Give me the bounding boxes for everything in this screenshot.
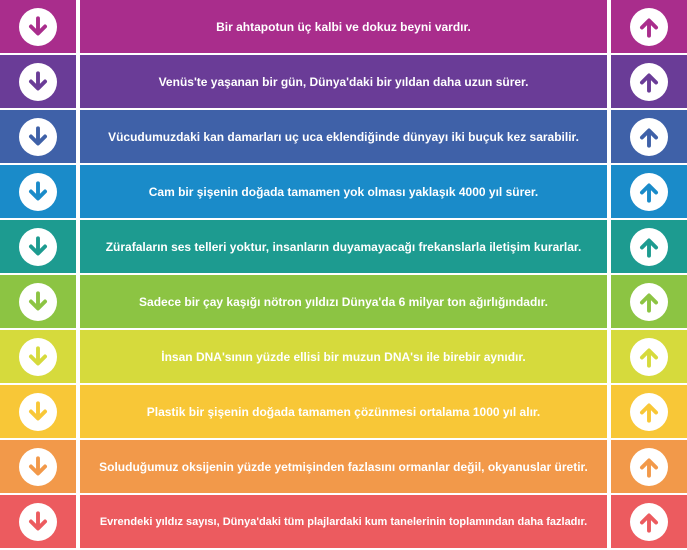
fact-row <box>0 438 687 493</box>
upvote-cell <box>611 440 687 493</box>
downvote-button[interactable] <box>19 393 57 431</box>
fact-text: Zürafaların ses telleri yoktur, insanların duyamayacağı frekanslarla iletişim kurarlar. <box>80 220 607 273</box>
arrow-up-circle-icon <box>636 509 662 535</box>
fact-row <box>0 53 687 108</box>
fact-text: Vücudumuzdaki kan damarları uç uca eklendiğinde dünyayı iki buçuk kez sarabilir. <box>80 110 607 163</box>
fact-text: Cam bir şişenin doğada tamamen yok olması yaklaşık 4000 yıl sürer. <box>80 165 607 218</box>
arrow-down-circle-icon <box>25 14 51 40</box>
fact-row <box>0 218 687 273</box>
upvote-button[interactable] <box>630 338 668 376</box>
fact-row <box>0 273 687 328</box>
downvote-button[interactable] <box>19 63 57 101</box>
fact-row <box>0 108 687 163</box>
upvote-button[interactable] <box>630 118 668 156</box>
downvote-button[interactable] <box>19 338 57 376</box>
fact-row <box>0 328 687 383</box>
arrow-up-circle-icon <box>636 289 662 315</box>
upvote-button[interactable] <box>630 393 668 431</box>
upvote-cell <box>611 385 687 438</box>
downvote-button[interactable] <box>19 8 57 46</box>
downvote-cell <box>0 495 76 548</box>
arrow-up-circle-icon <box>636 69 662 95</box>
downvote-button[interactable] <box>19 503 57 541</box>
arrow-up-circle-icon <box>636 124 662 150</box>
upvote-cell <box>611 275 687 328</box>
downvote-cell <box>0 330 76 383</box>
upvote-button[interactable] <box>630 283 668 321</box>
downvote-cell <box>0 55 76 108</box>
downvote-button[interactable] <box>19 173 57 211</box>
upvote-cell <box>611 165 687 218</box>
upvote-cell <box>611 495 687 548</box>
downvote-cell <box>0 440 76 493</box>
arrow-down-circle-icon <box>25 509 51 535</box>
fact-text: Soluduğumuz oksijenin yüzde yetmişinden fazlasını ormanlar değil, okyanuslar üretir. <box>80 440 607 493</box>
upvote-button[interactable] <box>630 228 668 266</box>
downvote-cell <box>0 220 76 273</box>
downvote-button[interactable] <box>19 283 57 321</box>
upvote-cell <box>611 55 687 108</box>
arrow-down-circle-icon <box>25 399 51 425</box>
upvote-cell <box>611 110 687 163</box>
upvote-button[interactable] <box>630 503 668 541</box>
fact-text: Bir ahtapotun üç kalbi ve dokuz beyni vardır. <box>80 0 607 53</box>
upvote-button[interactable] <box>630 448 668 486</box>
upvote-cell <box>611 0 687 53</box>
downvote-button[interactable] <box>19 228 57 266</box>
arrow-down-circle-icon <box>25 234 51 260</box>
arrow-up-circle-icon <box>636 179 662 205</box>
fact-text: Evrendeki yıldız sayısı, Dünya'daki tüm plajlardaki kum tanelerinin toplamından daha fazladır. <box>80 495 607 548</box>
arrow-up-circle-icon <box>636 454 662 480</box>
downvote-cell <box>0 110 76 163</box>
fact-row <box>0 0 687 53</box>
fact-row <box>0 163 687 218</box>
upvote-button[interactable] <box>630 8 668 46</box>
arrow-down-circle-icon <box>25 344 51 370</box>
arrow-up-circle-icon <box>636 344 662 370</box>
downvote-button[interactable] <box>19 118 57 156</box>
fact-row <box>0 493 687 548</box>
fact-row <box>0 383 687 438</box>
downvote-cell <box>0 275 76 328</box>
arrow-down-circle-icon <box>25 69 51 95</box>
fact-text: Venüs'te yaşanan bir gün, Dünya'daki bir yıldan daha uzun sürer. <box>80 55 607 108</box>
upvote-cell <box>611 220 687 273</box>
arrow-up-circle-icon <box>636 399 662 425</box>
upvote-button[interactable] <box>630 63 668 101</box>
arrow-down-circle-icon <box>25 124 51 150</box>
upvote-cell <box>611 330 687 383</box>
downvote-cell <box>0 385 76 438</box>
fact-text: Plastik bir şişenin doğada tamamen çözünmesi ortalama 1000 yıl alır. <box>80 385 607 438</box>
downvote-cell <box>0 0 76 53</box>
arrow-down-circle-icon <box>25 454 51 480</box>
arrow-down-circle-icon <box>25 179 51 205</box>
downvote-button[interactable] <box>19 448 57 486</box>
fact-text: Sadece bir çay kaşığı nötron yıldızı Dünya'da 6 milyar ton ağırlığındadır. <box>80 275 607 328</box>
arrow-down-circle-icon <box>25 289 51 315</box>
downvote-cell <box>0 165 76 218</box>
arrow-up-circle-icon <box>636 14 662 40</box>
arrow-up-circle-icon <box>636 234 662 260</box>
fact-text: İnsan DNA'sının yüzde ellisi bir muzun DNA'sı ile birebir aynıdır. <box>80 330 607 383</box>
upvote-button[interactable] <box>630 173 668 211</box>
